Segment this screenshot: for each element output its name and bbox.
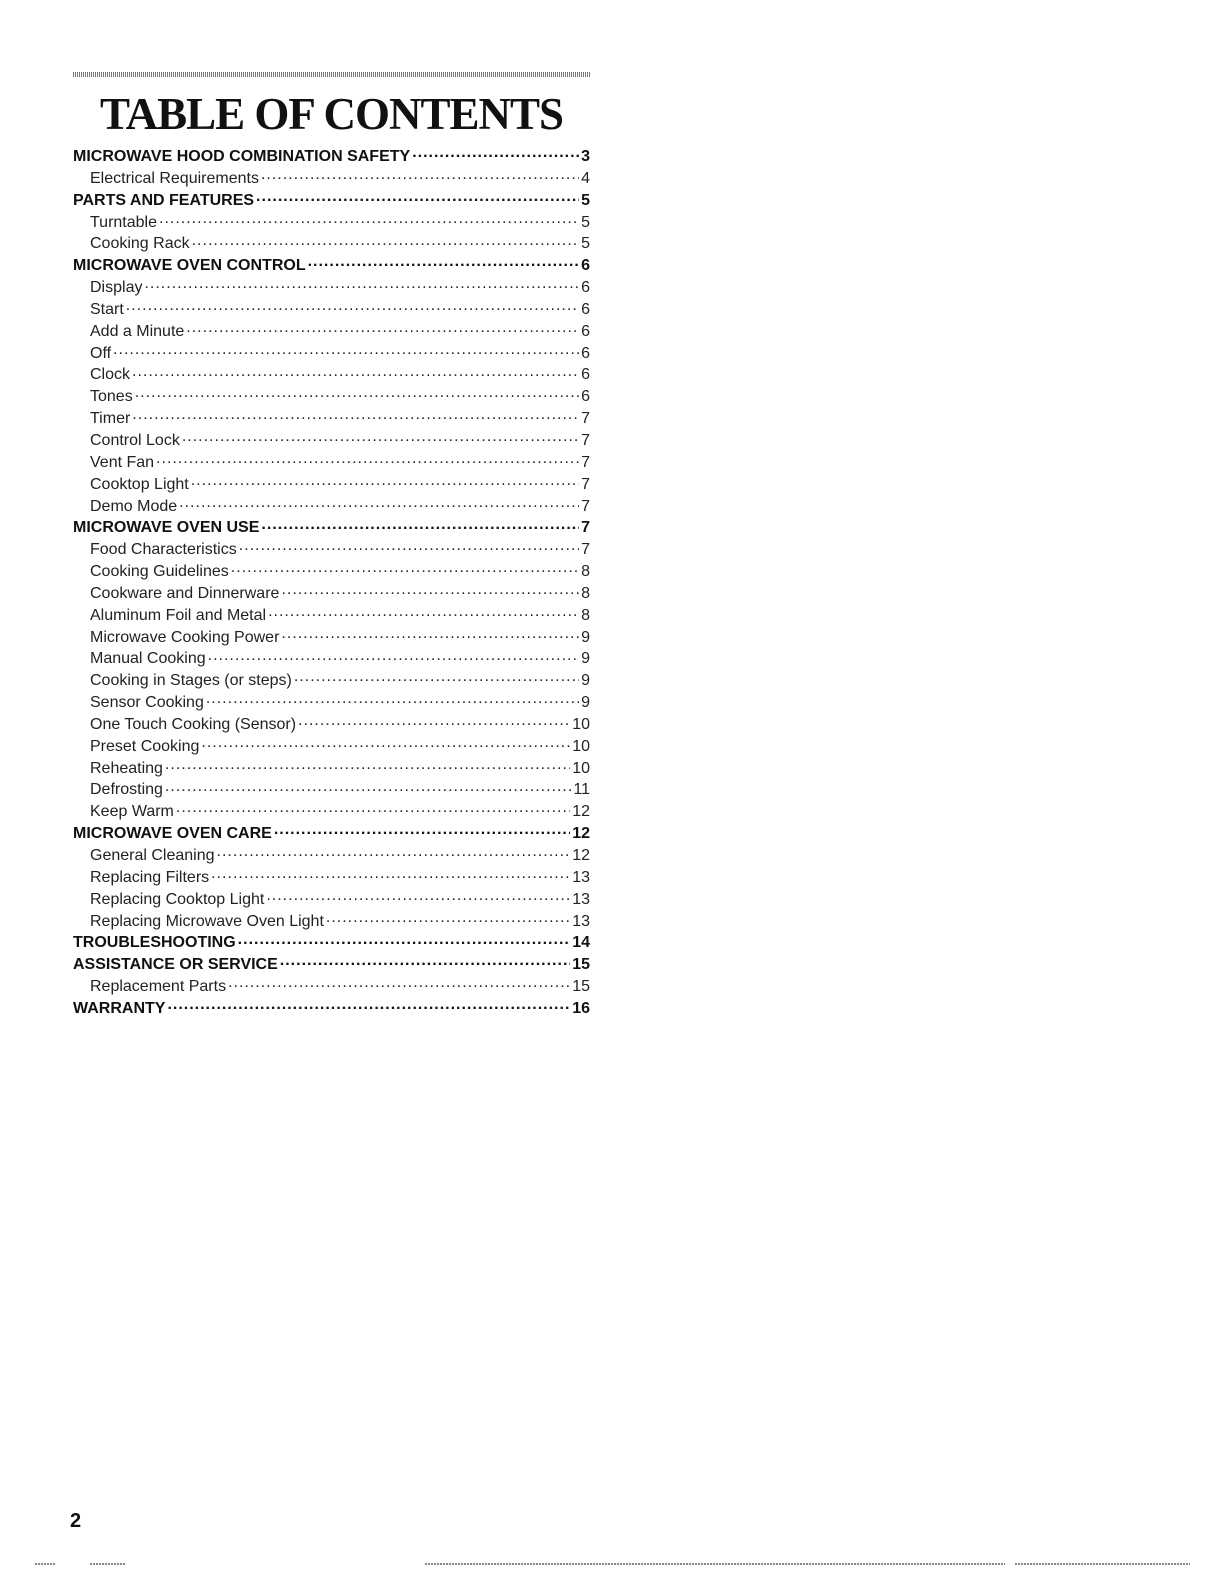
dot-leader [113,342,579,358]
toc-entry-page: 6 [581,279,590,297]
bottom-rule-segment [425,1563,1005,1565]
toc-entry-page: 13 [572,890,590,908]
toc-subentry [73,866,590,888]
dot-leader [274,822,570,838]
toc-entry-page: 6 [581,366,590,384]
toc-section-entry [73,953,590,975]
toc-entry-page: 12 [572,847,590,864]
dot-leader [280,953,570,969]
toc-subentry [73,691,590,713]
toc-entry-page: 7 [581,519,590,537]
toc-entry-page: 16 [572,999,590,1017]
toc-subentry [73,363,590,385]
toc-subentry [73,626,590,648]
dot-leader [211,866,570,882]
toc-section-entry [73,931,590,953]
toc-section-entry [73,145,590,167]
dot-leader [167,997,570,1013]
dot-leader [228,975,570,991]
toc-entry-page: 15 [572,956,590,974]
toc-entry-label: ASSISTANCE OR SERVICE [73,956,278,974]
dot-leader [159,211,579,227]
top-dotted-rule [73,72,590,77]
dot-leader [268,604,579,620]
dot-leader [144,276,579,292]
bottom-rule-segment [35,1563,55,1565]
toc-entry-label: Electrical Requirements [90,169,259,187]
dot-leader [176,800,570,816]
dot-leader [256,189,579,205]
toc-entry-page: 14 [572,934,590,952]
toc-entry-label: Add a Minute [90,322,185,340]
dot-leader [179,495,579,511]
toc-subentry [73,342,590,364]
toc-entry-page: 9 [581,650,590,668]
toc-section-entry [73,822,590,844]
toc-subentry [73,669,590,691]
toc-entry-label: Aluminum Foil and Metal [90,606,267,624]
toc-subentry [73,451,590,473]
toc-subentry [73,232,590,254]
toc-subentry [73,647,590,669]
toc-entry-page: 13 [572,868,590,886]
toc-entry-label: Start [90,300,124,318]
toc-entry-page: 9 [581,628,590,646]
toc-subentry [73,429,590,451]
toc-section-entry [73,516,590,538]
toc-entry-page: 6 [581,388,590,406]
toc-subentry [73,385,590,407]
toc-entry-page: 8 [581,606,590,624]
dot-leader [239,538,579,554]
toc-entry-page: 10 [572,715,590,733]
toc-subentry [73,844,590,866]
toc-entry-label: Replacing Microwave Oven Light [90,912,324,930]
toc-entry-page: 13 [572,912,590,930]
dot-leader [165,757,570,773]
toc-entry-label: Defrosting [90,781,163,799]
dot-leader [132,363,579,379]
dot-leader [266,888,570,904]
toc-subentry [73,211,590,233]
toc-entry-page: 12 [572,825,590,843]
dot-leader [217,844,571,860]
toc-entry-label: Control Lock [90,431,180,449]
toc-subentry [73,167,590,189]
toc-entry-label: TROUBLESHOOTING [73,934,236,952]
toc-entry-label: Replacing Cooktop Light [90,890,265,908]
dot-leader [135,385,579,401]
toc-entry-label: Food Characteristics [90,541,237,559]
toc-subentry [73,800,590,822]
toc-entry-page: 7 [581,410,590,428]
toc-entry-page: 3 [581,148,590,165]
toc-subentry [73,407,590,429]
dot-leader [192,232,579,248]
toc-subentry [73,735,590,757]
toc-entry-page: 9 [581,672,590,690]
toc-entry-label: Timer [90,410,131,428]
toc-subentry [73,888,590,910]
toc-entry-page: 7 [581,475,590,493]
dot-leader [261,167,579,183]
toc-subentry [73,320,590,342]
toc-subentry [73,778,590,800]
toc-entry-page: 9 [581,694,590,712]
dot-leader [238,931,571,947]
dot-leader [208,647,579,663]
toc-entry-label: Clock [90,366,131,384]
toc-entry-page: 5 [581,191,590,209]
toc-entry-page: 7 [581,431,590,449]
dot-leader [165,778,571,794]
toc-entry-label: Off [90,344,112,362]
dot-leader [126,298,579,314]
dot-leader [261,516,579,532]
toc-entry-label: MICROWAVE OVEN CONTROL [73,257,306,275]
toc-entry-page: 8 [581,584,590,602]
toc-entry-label: Sensor Cooking [90,694,204,712]
toc-entry-label: WARRANTY [73,999,166,1017]
toc-entry-page: 7 [581,541,590,559]
dot-leader [294,669,579,685]
toc-entry-page: 7 [581,453,590,471]
page-title: TABLE OF CONTENTS [99,89,564,139]
toc-entry-label: Keep Warm [90,803,174,821]
toc-subentry [73,713,590,735]
toc-entry-page: 10 [572,737,590,755]
toc-entry-label: Cooking Rack [90,235,190,253]
toc-subentry [73,473,590,495]
dot-leader [412,145,579,161]
toc-entry-page: 6 [581,300,590,318]
toc-subentry [73,538,590,560]
toc-section-entry [73,254,590,276]
toc-subentry [73,560,590,582]
toc-entry-page: 8 [581,563,590,581]
dot-leader [132,407,579,423]
toc-entry-page: 5 [581,235,590,253]
toc-subentry [73,582,590,604]
dot-leader [156,451,579,467]
toc-subentry [73,495,590,517]
dot-leader [182,429,579,445]
dot-leader [191,473,579,489]
toc-subentry [73,975,590,997]
toc-entry-label: Cooktop Light [90,475,189,493]
toc-entry-page: 7 [581,497,590,515]
toc-entry-label: MICROWAVE OVEN CARE [73,825,272,843]
toc-entry-label: Vent Fan [90,453,155,471]
toc-subentry [73,276,590,298]
toc-entry-label: MICROWAVE OVEN USE [73,519,260,537]
toc-entry-page: 6 [581,257,590,275]
toc-entry-label: Reheating [90,759,163,777]
dot-leader [298,713,570,729]
toc-entry-label: PARTS AND FEATURES [73,191,255,209]
toc-section-entry [73,997,590,1019]
toc-entry-label: Replacing Filters [90,868,210,886]
toc-entry-page: 5 [581,213,590,231]
bottom-rule-segment [1015,1563,1190,1565]
table-of-contents [73,145,590,1019]
toc-entry-page: 12 [572,803,590,821]
toc-subentry [73,910,590,932]
dot-leader [206,691,579,707]
toc-entry-label: Tones [90,388,133,406]
toc-entry-label: Microwave Cooking Power [90,628,280,646]
dot-leader [281,626,579,642]
toc-entry-page: 6 [581,322,590,340]
dot-leader [231,560,579,576]
toc-entry-label: Replacement Parts [90,978,227,996]
toc-entry-page: 4 [581,169,590,187]
toc-subentry [73,604,590,626]
toc-entry-page: 6 [581,344,590,362]
toc-entry-label: Cooking in Stages (or steps) [90,672,292,690]
toc-entry-page: 11 [573,781,590,799]
page-number: 2 [70,1510,82,1532]
toc-entry-label: Cookware and Dinnerware [90,584,280,602]
dot-leader [308,254,580,270]
toc-entry-label: General Cleaning [90,847,215,864]
toc-entry-label: MICROWAVE HOOD COMBINATION SAFETY [73,148,411,165]
dot-leader [326,910,570,926]
dot-leader [281,582,579,598]
bottom-rule-segment [90,1563,125,1565]
dot-leader [186,320,579,336]
toc-entry-label: Demo Mode [90,497,178,515]
toc-subentry [73,757,590,779]
toc-entry-label: Cooking Guidelines [90,563,229,581]
toc-entry-label: One Touch Cooking (Sensor) [90,715,297,733]
toc-entry-label: Display [90,279,143,297]
toc-entry-page: 10 [572,759,590,777]
toc-subentry [73,298,590,320]
toc-entry-label: Turntable [90,213,157,231]
dot-leader [201,735,570,751]
toc-entry-label: Preset Cooking [90,737,200,755]
toc-section-entry [73,189,590,211]
toc-entry-label: Manual Cooking [90,650,206,668]
toc-entry-page: 15 [572,978,590,996]
